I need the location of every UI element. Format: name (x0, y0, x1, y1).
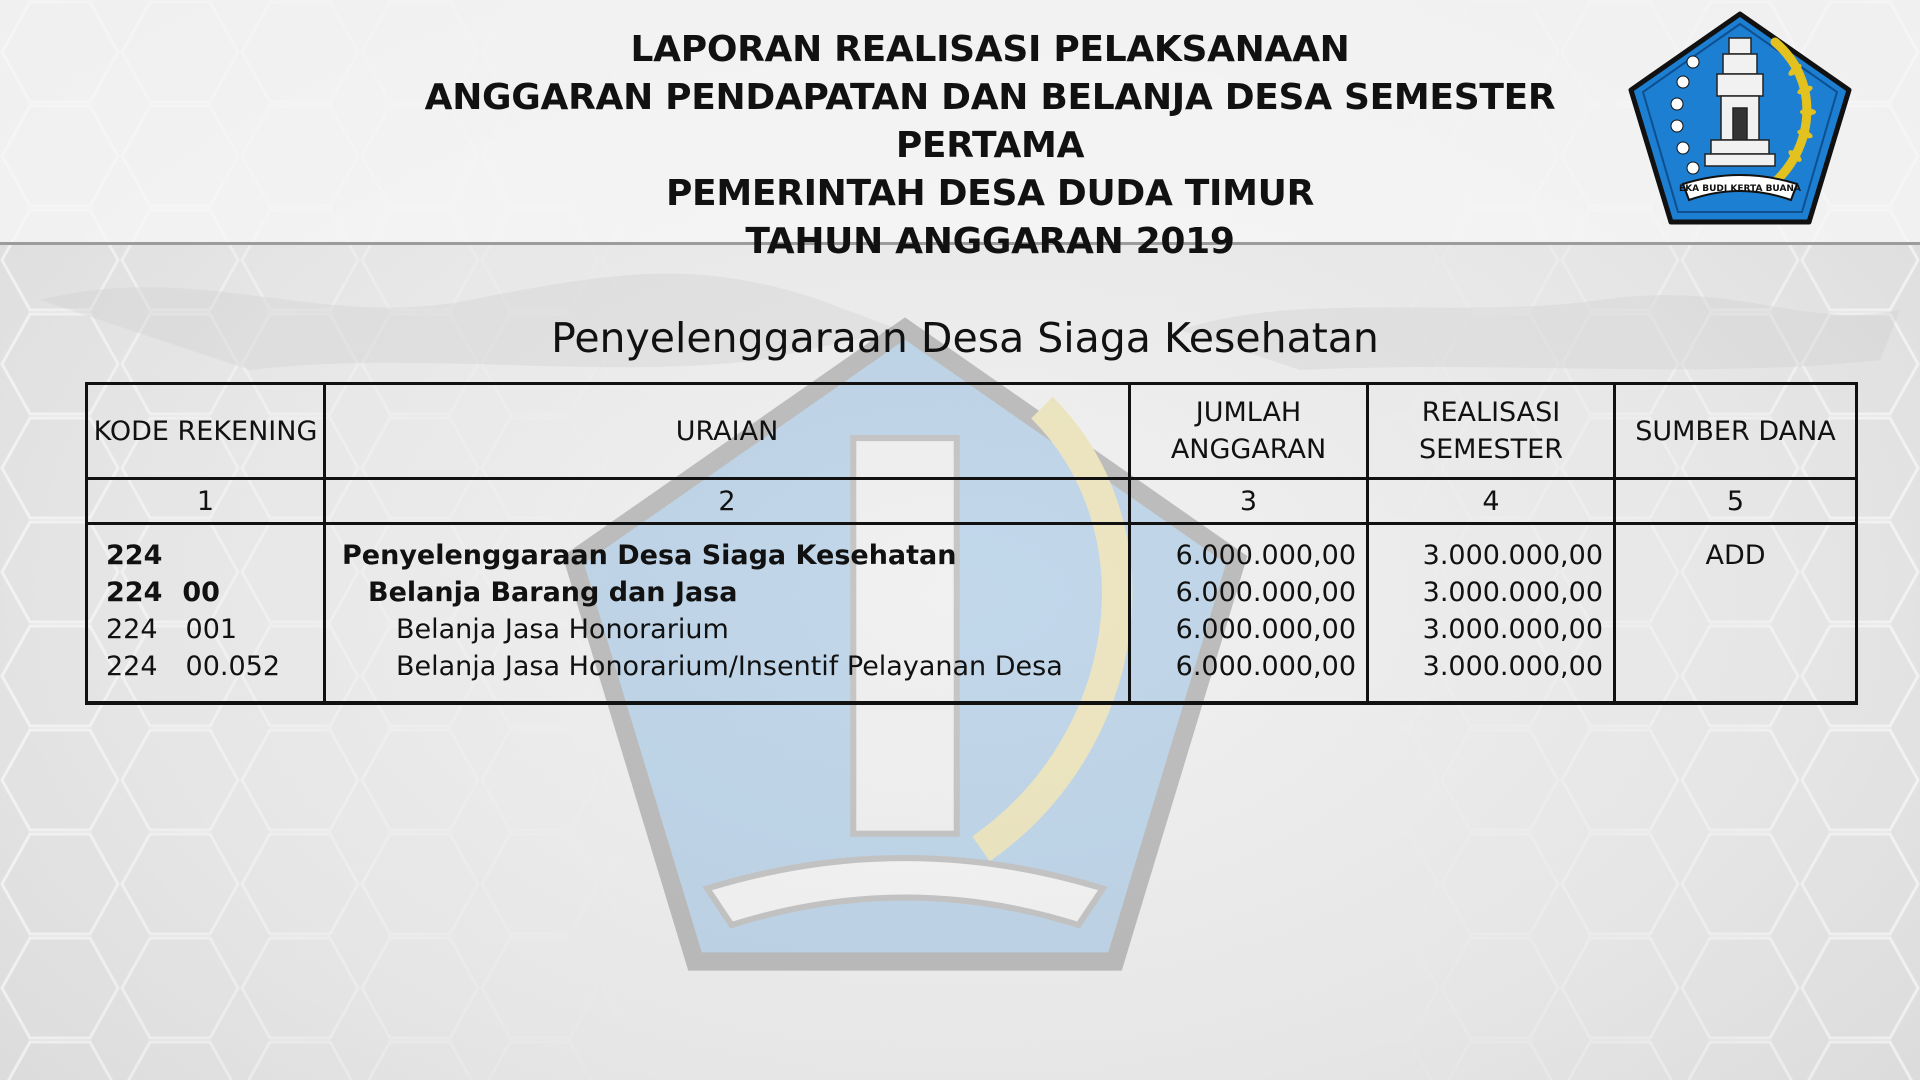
code-a: 224 (106, 651, 158, 682)
column-number-row (87, 479, 1857, 524)
kode-rekening-cell (87, 524, 325, 704)
code-row-3 (88, 611, 323, 648)
jumlah-row-4: 6.000.000,00 (1175, 651, 1356, 682)
column-number-4: 4 (1368, 479, 1615, 524)
report-header (0, 0, 1920, 262)
realisasi-row-3: 3.000.000,00 (1422, 614, 1603, 645)
header-realisasi-line-1: REALISASI (1421, 397, 1561, 428)
title-line-4: TAHUN ANGGARAN 2019 (745, 221, 1235, 262)
code-b: 00 (182, 577, 220, 608)
uraian-cell (325, 524, 1130, 704)
column-number-5: 5 (1615, 479, 1857, 524)
column-number-2: 2 (325, 479, 1130, 524)
header-jumlah-line-1: JUMLAH (1195, 397, 1302, 428)
title-line-1: LAPORAN REALISASI PELAKSANAAN (630, 29, 1350, 70)
header-realisasi-line-2: SEMESTER (1418, 434, 1563, 465)
code-row-4 (88, 648, 323, 685)
sumber-row-1: ADD (1705, 540, 1766, 571)
header-sumber-dana: SUMBER DANA (1615, 384, 1857, 479)
code-b: 001 (185, 614, 238, 645)
column-number-1: 1 (87, 479, 325, 524)
code-a: 224 (106, 540, 163, 571)
sumber-row-2 (1616, 574, 1855, 611)
header-kode-rekening: KODE REKENING (87, 384, 325, 479)
header-jumlah-anggaran (1130, 384, 1368, 479)
realisasi-row-4: 3.000.000,00 (1422, 651, 1603, 682)
header-jumlah-line-2: ANGGARAN (1170, 434, 1327, 465)
realisasi-semester-cell (1368, 524, 1615, 704)
sumber-row-3 (1616, 611, 1855, 648)
logo-motto: EKA BUDI KERTA BUANA (1679, 184, 1801, 194)
code-b: 00.052 (185, 651, 281, 682)
uraian-row-2: Belanja Barang dan Jasa (368, 577, 738, 608)
column-number-3: 3 (1130, 479, 1368, 524)
report-title (340, 26, 1640, 266)
title-line-3: PEMERINTAH DESA DUDA TIMUR (665, 173, 1315, 214)
code-a: 224 (106, 614, 158, 645)
table-header-row (87, 384, 1857, 479)
jumlah-row-2: 6.000.000,00 (1175, 577, 1356, 608)
code-a: 224 (106, 577, 163, 608)
realisasi-row-2: 3.000.000,00 (1422, 577, 1603, 608)
sumber-dana-cell (1615, 524, 1857, 704)
regency-emblem-logo (1625, 10, 1855, 226)
code-row-1 (88, 537, 323, 574)
code-row-2 (88, 574, 323, 611)
jumlah-row-3: 6.000.000,00 (1175, 614, 1356, 645)
budget-table (85, 382, 1858, 705)
header-uraian: URAIAN (325, 384, 1130, 479)
uraian-row-3: Belanja Jasa Honorarium (396, 614, 729, 645)
section-subtitle: Penyelenggaraan Desa Siaga Kesehatan (551, 314, 1379, 362)
uraian-row-1: Penyelenggaraan Desa Siaga Kesehatan (342, 540, 957, 571)
sumber-row-4 (1616, 648, 1855, 685)
realisasi-row-1: 3.000.000,00 (1422, 540, 1603, 571)
uraian-row-4: Belanja Jasa Honorarium/Insentif Pelayanan Desa (396, 651, 1063, 682)
header-realisasi-semester (1368, 384, 1615, 479)
jumlah-anggaran-cell (1130, 524, 1368, 704)
title-line-2: ANGGARAN PENDAPATAN DAN BELANJA DESA SEMESTER PERTAMA (424, 77, 1556, 166)
jumlah-row-1: 6.000.000,00 (1175, 540, 1356, 571)
table-body-row (87, 524, 1857, 704)
